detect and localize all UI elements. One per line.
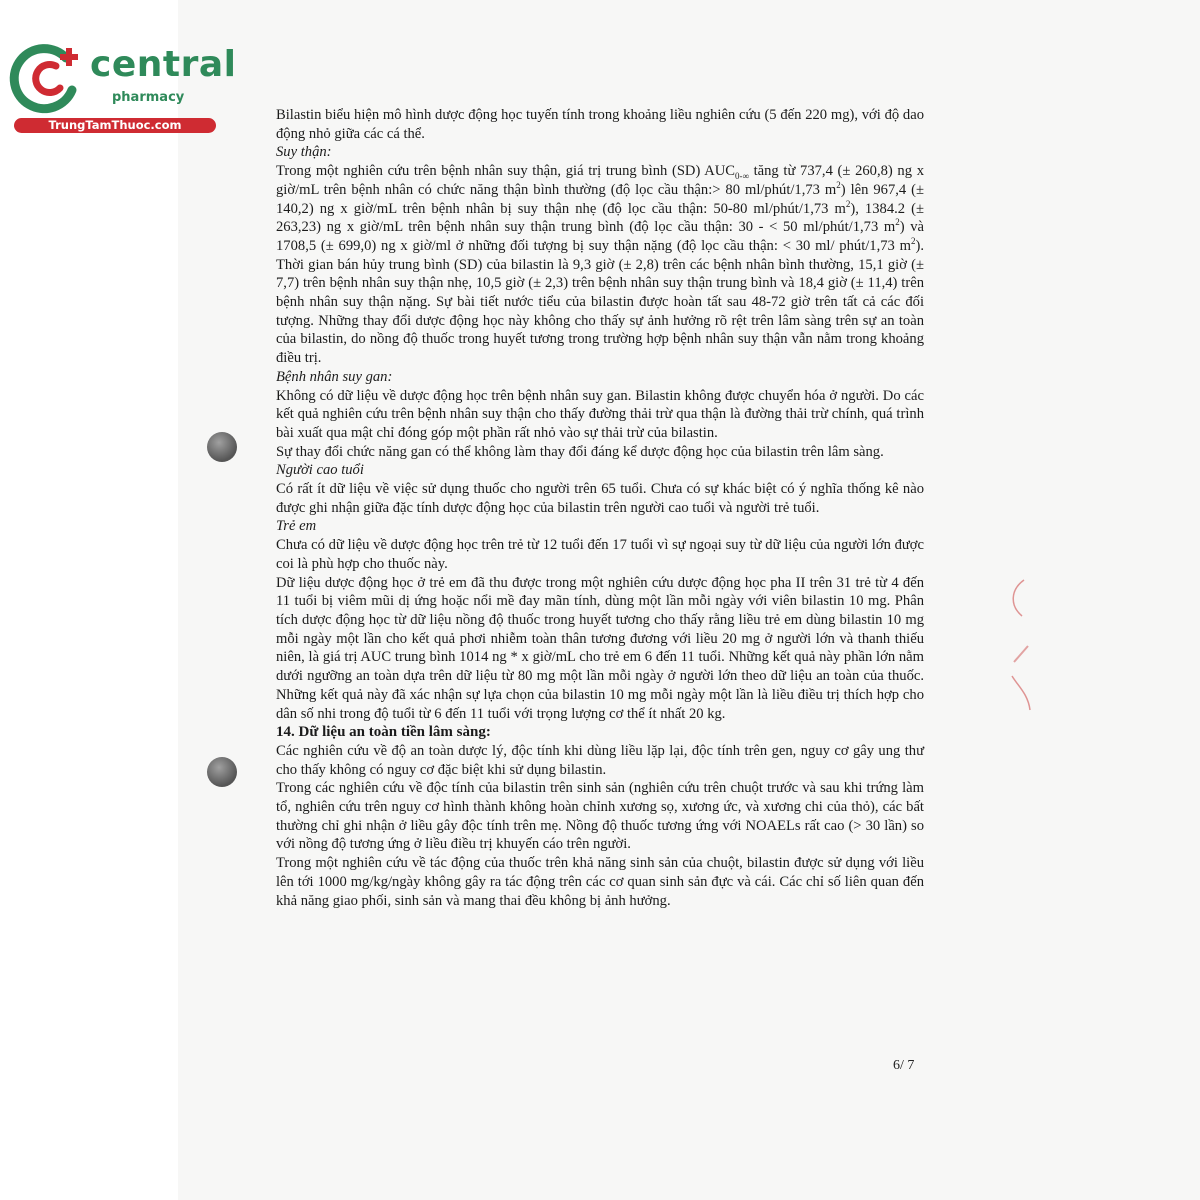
punch-hole-bottom — [207, 757, 237, 787]
pharmacy-cross-icon — [8, 38, 88, 118]
punch-hole-top — [207, 432, 237, 462]
paragraph-hepatic-2: Sự thay đổi chức năng gan có thể không làm thay đổi đáng kể dược động học của bilastin trên lâm sàng. — [276, 443, 884, 460]
stamp-mark — [1002, 576, 1032, 716]
paragraph-preclinical-1: Các nghiên cứu về độ an toàn dược lý, độc tính khi dùng liều lặp lại, độc tính trên gen, nguy cơ gây ung thư cho thấy không có nguy cơ đặc biệt khi sử dụng bilastin. — [276, 742, 924, 778]
subheading-elderly: Người cao tuổi — [276, 462, 364, 479]
brand-subtitle: pharmacy — [112, 90, 185, 105]
page-number: 6/ 7 — [893, 1058, 915, 1073]
subheading-children: Trẻ em — [276, 518, 317, 535]
paragraph-linear-kinetics: Bilastin biểu hiện mô hình dược động học tuyến tính trong khoảng liều nghiên cứu (5 đến 220 mg), với độ dao động nhỏ giữa các cá thể. — [276, 107, 924, 142]
subheading-hepatic: Bệnh nhân suy gan: — [276, 368, 393, 385]
brand-name: central — [90, 44, 237, 85]
brand-url[interactable]: TrungTamThuoc.com — [14, 118, 216, 133]
document-body — [276, 106, 924, 910]
subheading-renal: Suy thận: — [276, 144, 332, 161]
central-pharmacy-logo[interactable] — [8, 38, 237, 138]
paragraph-elderly: Có rất ít dữ liệu về việc sử dụng thuốc cho người trên 65 tuổi. Chưa có sự khác biệt có ý nghĩa thống kê nào được ghi nhận giữa đặc tính dược động học của bilastin trên người cao tuổi và người trẻ tuổi. — [276, 481, 924, 516]
paragraph-preclinical-2: Trong các nghiên cứu về độc tính của bilastin trên sinh sản (nghiên cứu trên chuột trước và sau khi trứng làm tổ, nghiên cứu trên nguy cơ hình thành không hoàn chỉnh xương sọ, xương ức, và xương chi của thỏ), các bất thường chỉ ghi nhận ở liều gây độc tính trên mẹ. Nồng độ thuốc tương ứng với NOAELs rất cao (> 30 lần) so với nồng độ tương ứng ở liều điều trị khuyến cáo trên người. — [276, 780, 924, 853]
paragraph-children-2: Dữ liệu dược động học ở trẻ em đã thu được trong một nghiên cứu dược động học pha II trên 31 trẻ từ 4 đến 11 tuổi bị viêm mũi dị ứng hoặc nổi mề đay mãn tính, dùng một lần mỗi ngày với viên bilastin 10 mg. Phân tích dược động học từ dữ liệu nồng độ thuốc trong huyết tương cho thấy rằng liều trẻ em dùng bilastin 10 mg mỗi ngày một lần cho kết quả phơi nhiễm toàn thân tương đương với liều 20 mg ở người lớn và thanh thiếu niên, là giá trị AUC trung bình 1014 ng * x giờ/mL cho trẻ em 6 đến 11 tuổi. Những kết quả này phần lớn nằm dưới ngưỡng an toàn dựa trên dữ liệu từ 80 mg một lần mỗi ngày ở người lớn theo dữ liệu an toàn của thuốc. Những kết quả này đã xác nhận sự lựa chọn của bilastin 10 mg mỗi ngày một lần là liều điều trị thích hợp cho dân số nhi trong độ tuổi từ 6 đến 11 tuổi với trọng lượng cơ thể ít nhất 20 kg. — [276, 574, 924, 722]
paragraph-preclinical-3: Trong một nghiên cứu về tác động của thuốc trên khả năng sinh sản của chuột, bilastin được sử dụng với liều lên tới 1000 mg/kg/ngày không gây ra tác động trên các cơ quan sinh sản đực và cái. Các chỉ số liên quan đến khả năng giao phối, sinh sản và mang thai đều không bị ảnh hưởng. — [276, 855, 924, 909]
section-heading-14: 14. Dữ liệu an toàn tiền lâm sàng: — [276, 724, 491, 741]
paragraph-children-1: Chưa có dữ liệu về dược động học trên trẻ từ 12 tuổi đến 17 tuổi vì sự ngoại suy từ dữ liệu của người lớn được coi là phù hợp cho thuốc này. — [276, 537, 924, 572]
paragraph-hepatic-1: Không có dữ liệu về dược động học trên bệnh nhân suy gan. Bilastin không được chuyển hóa ở người. Do các kết quả nghiên cứu trên bệnh nhân suy thận cho thấy đường thải trừ qua thận là đường thải trừ chính, quá trình bài xuất qua mật chỉ đóng góp một phần rất nhỏ vào sự thải trừ của bilastin. — [276, 387, 924, 441]
paragraph-renal: Trong một nghiên cứu trên bệnh nhân suy thận, giá trị trung bình (SD) $AUC_{0-\infty}$ tăng từ 737,4 (± 260,8) ng x giờ/mL trên bệnh nhân có chức năng thận bình thường (độ lọc cầu thận:> 80 ml/phút/1,73 $m^2$) lên 967,4 (± 140,2) ng x giờ/mL trên bệnh nhân bị suy thận nhẹ (độ lọc cầu thận: 50-80 ml/phút/1,73 $m^2$), 1384.2 (± 263,23) ng x giờ/mL trên bệnh nhân suy thận trung bình (độ lọc cầu thận: 30 - < 50 ml/phút/1,73 $m^2$) và 1708,5 (± 699,0) ng x giờ/ml ở những đối tượng bị suy thận nặng (độ lọc cầu thận: < 30 ml/ phút/1,73 $m^2$). Thời gian bán hủy trung bình (SD) của bilastin là 9,3 giờ (± 2,8) trên các bệnh nhân bình thường, 15,1 giờ (± 7,7) trên bệnh nhân suy thận nhẹ, 10,5 giờ (± 2,3) trên bệnh nhân suy thận trung bình và 18,4 giờ (± 11,4) trên bệnh nhân suy thận nặng. Sự bài tiết nước tiểu của bilastin được hoàn tất sau 48-72 giờ trên tất cả các đối tượng. Những thay đổi dược động học này không cho thấy sự ảnh hưởng rõ rệt trên lâm sàng trên sự an toàn của bilastin, do nồng độ thuốc trong huyết tương trong trường hợp bệnh nhân suy thận vẫn nằm trong khoảng điều trị. — [276, 163, 925, 367]
